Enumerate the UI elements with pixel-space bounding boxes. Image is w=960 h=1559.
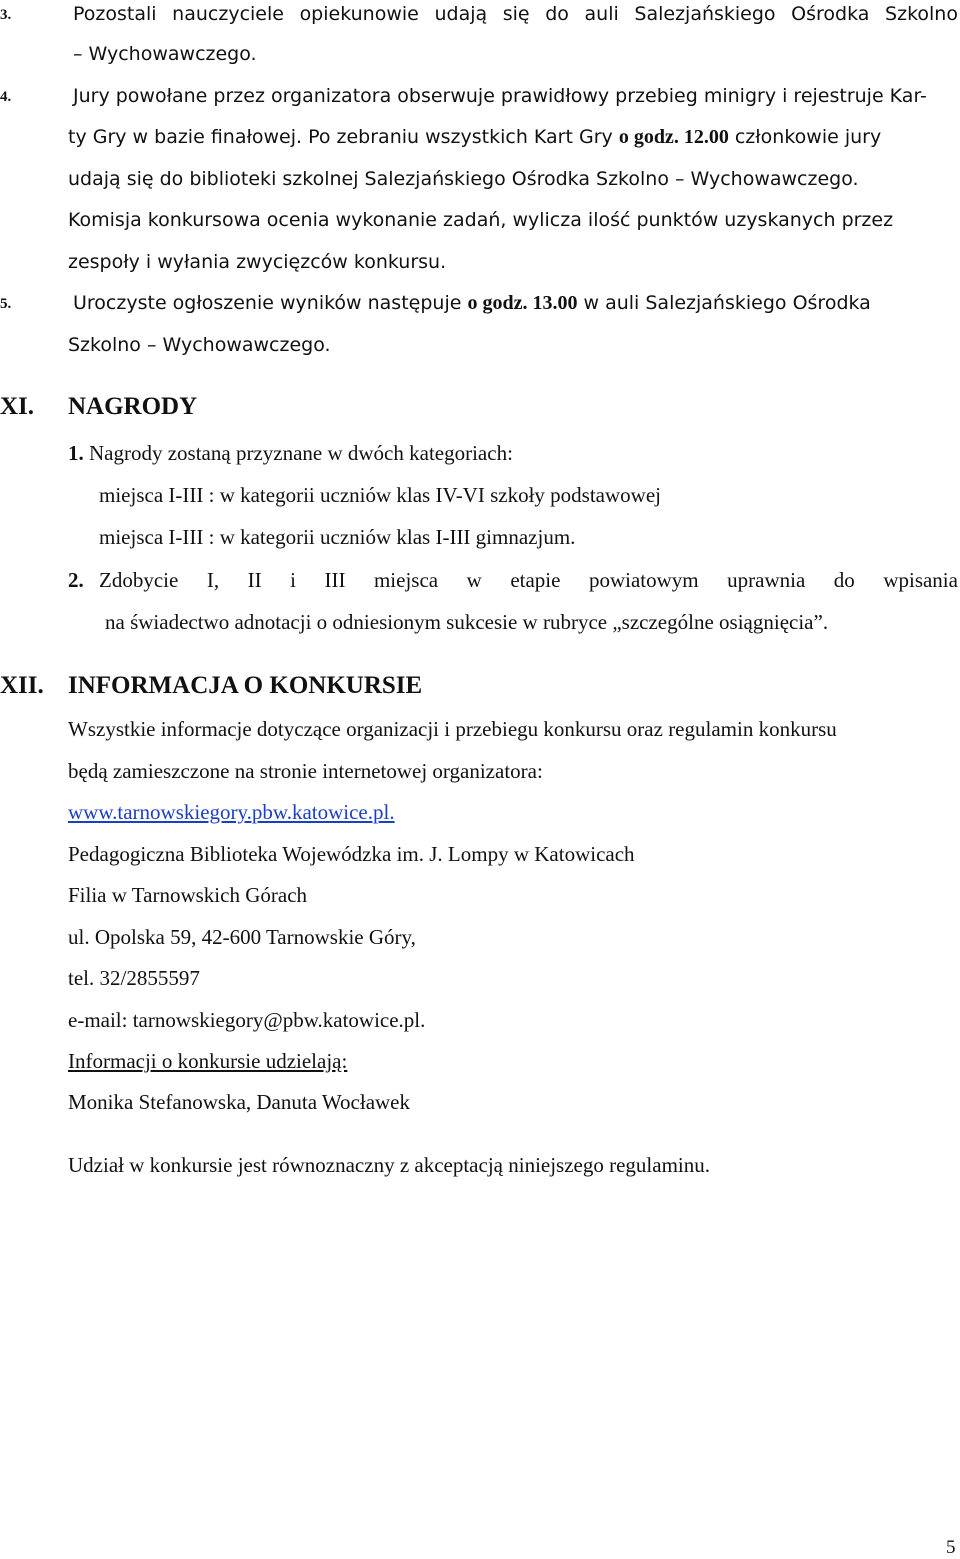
- item4-line5: zespoły i wyłania zwycięzców konkursu.: [68, 251, 447, 273]
- word: do: [545, 3, 569, 25]
- word: w: [466, 568, 482, 592]
- word: auli: [584, 3, 619, 25]
- info-line1: Wszystkie informacje dotyczące organizacji i przebiegu konkursu oraz regulamin konkursu: [68, 717, 837, 741]
- word: Salezjańskiego: [634, 3, 776, 25]
- section-title: INFORMACJA O KONKURSIE: [68, 672, 423, 699]
- word: Zdobycie: [99, 568, 179, 592]
- word: Ośrodka: [791, 3, 870, 25]
- organizer-website-link[interactable]: www.tarnowskiegory.pbw.katowice.pl.: [68, 800, 395, 824]
- word: wpisania: [883, 568, 958, 592]
- organizer-address: ul. Opolska 59, 42-600 Tarnowskie Góry,: [68, 925, 416, 949]
- word: i: [290, 568, 296, 592]
- contact-names: Monika Stefanowska, Danuta Wocławek: [68, 1090, 410, 1114]
- info-line2: będą zamieszczone na stronie internetowej organizatora:: [68, 759, 543, 783]
- nagrody-category-1: miejsca I-III : w kategorii uczniów klas IV-VI szkoły podstawowej: [99, 483, 661, 507]
- item4-line3: udają się do biblioteki szkolnej Salezjańskiego Ośrodka Szkolno – Wychowawczego.: [68, 168, 859, 190]
- page-number: 5: [946, 1537, 956, 1558]
- section-title: NAGRODY: [68, 393, 198, 420]
- word: nauczyciele: [172, 3, 284, 25]
- word: III: [324, 568, 346, 592]
- organizer-email: e-mail: tarnowskiegory@pbw.katowice.pl.: [68, 1008, 426, 1032]
- item-number: 4.: [0, 89, 12, 105]
- word: Szkolno: [885, 3, 958, 25]
- word: do: [833, 568, 855, 592]
- section-numeral: XII.: [0, 672, 44, 699]
- item5-line1: Uroczyste ogłoszenie wyników następuje o godz. 13.00 w auli Salezjańskiego Ośrodka: [73, 292, 871, 314]
- nagrody-p2-number: 2.: [68, 568, 84, 592]
- organizer-phone: tel. 32/2855597: [68, 966, 200, 990]
- item-number: 3.: [0, 7, 12, 23]
- item4-line1: Jury powołane przez organizatora obserwuje prawidłowy przebieg minigry i rejestruje Kar-: [73, 85, 927, 107]
- contact-label: Informacji o konkursie udzielają:: [68, 1049, 348, 1073]
- closing-statement: Udział w konkursie jest równoznaczny z akceptacją niniejszego regulaminu.: [68, 1153, 711, 1177]
- item3-line2: – Wychowawczego.: [73, 43, 257, 65]
- time-bold: o godz. 13.00: [467, 292, 578, 314]
- nagrody-category-2: miejsca I-III : w kategorii uczniów klas I-III gimnazjum.: [99, 525, 576, 549]
- word: I,: [206, 568, 220, 592]
- word: Pozostali: [73, 3, 157, 25]
- nagrody-p2-line1: [99, 567, 958, 593]
- section-numeral: XI.: [0, 393, 35, 420]
- item4-line2: ty Gry w bazie finałowej. Po zebraniu wszystkich Kart Gry o godz. 12.00 członkowie jury: [68, 126, 882, 148]
- organizer-name: Pedagogiczna Biblioteka Wojewódzka im. J. Lompy w Katowicach: [68, 842, 635, 866]
- item5-line2: Szkolno – Wychowawczego.: [68, 334, 331, 356]
- item-number: 5.: [0, 296, 12, 312]
- word: miejsca: [373, 568, 439, 592]
- item4-line4: Komisja konkursowa ocenia wykonanie zadań, wylicza ilość punktów uzyskanych przez: [68, 209, 894, 231]
- word: powiatowym: [588, 568, 699, 592]
- word: opiekunowie: [299, 3, 419, 25]
- time-bold: o godz. 12.00: [618, 126, 729, 148]
- word: udają: [434, 3, 488, 25]
- nagrody-p1: 1. Nagrody zostaną przyznane w dwóch kategoriach:: [68, 441, 513, 465]
- nagrody-p2-line2: na świadectwo adnotacji o odniesionym sukcesie w rubryce „szczególne osiągnięcia”.: [105, 610, 829, 634]
- organizer-branch: Filia w Tarnowskich Górach: [68, 883, 308, 907]
- item3-line1: [73, 1, 958, 27]
- word: etapie: [510, 568, 561, 592]
- word: II: [247, 568, 262, 592]
- word: się: [502, 3, 530, 25]
- word: uprawnia: [727, 568, 806, 592]
